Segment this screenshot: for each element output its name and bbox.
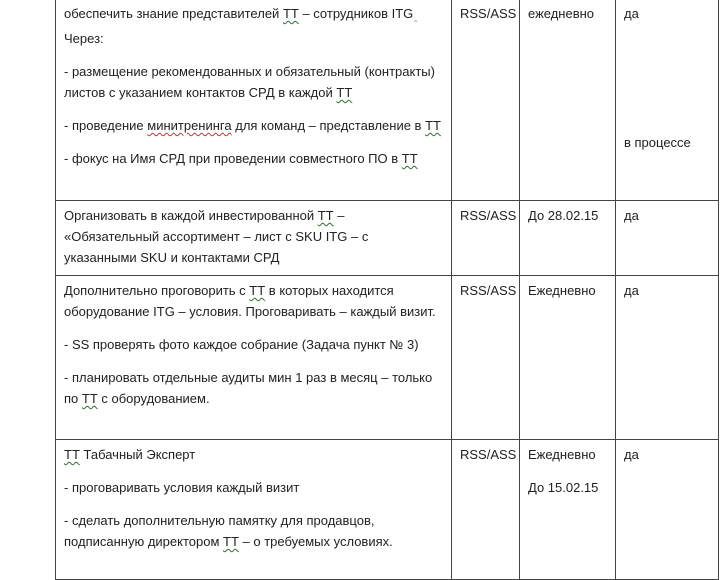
deadline-cell xyxy=(520,276,616,440)
task-text: Табачный Эксперт xyxy=(79,447,196,462)
task-text: для команд – представление в xyxy=(231,118,426,133)
misspelled-word: минитренинга xyxy=(147,118,232,133)
responsible-cell xyxy=(452,276,520,440)
task-paragraph xyxy=(64,115,443,136)
task-text: - проговаривать условия каждый визит xyxy=(64,480,300,495)
task-paragraph xyxy=(64,3,443,49)
responsible-cell xyxy=(452,0,520,201)
table-row xyxy=(56,440,719,580)
task-paragraph xyxy=(64,205,443,268)
action-plan-table xyxy=(55,0,719,580)
tt-abbrev: ТТ xyxy=(223,534,239,549)
status-text: да xyxy=(624,283,639,298)
tt-abbrev: ТТ xyxy=(317,208,334,223)
status-text: в процессе xyxy=(624,135,691,150)
deadline-text: ежедневно xyxy=(528,6,595,21)
task-cell xyxy=(56,201,452,276)
task-paragraph xyxy=(64,444,443,465)
task-paragraph xyxy=(64,477,443,498)
deadline-text: Ежедневно xyxy=(528,447,596,462)
responsible-text: RSS/ASS xyxy=(460,208,517,223)
task-paragraph xyxy=(64,280,443,322)
status-text: да xyxy=(624,6,639,21)
tt-abbrev: ТТ xyxy=(336,85,353,100)
responsible-text: RSS/ASS xyxy=(460,6,517,21)
deadline-text: До 15.02.15 xyxy=(528,480,599,495)
task-cell xyxy=(56,276,452,440)
task-paragraph xyxy=(64,61,443,103)
status-text: да xyxy=(624,208,639,223)
table-row xyxy=(56,276,719,440)
deadline-text: До 28.02.15 xyxy=(528,208,599,223)
task-paragraph xyxy=(64,334,443,355)
responsible-text: RSS/ASS xyxy=(460,447,517,462)
task-text: – сотрудников ITG xyxy=(298,6,414,21)
task-text: - проведение xyxy=(64,118,148,133)
format-mark: ˷ xyxy=(414,12,418,22)
status-text: да xyxy=(624,447,639,462)
task-cell xyxy=(56,440,452,580)
tt-abbrev: ТТ xyxy=(64,447,80,462)
task-paragraph xyxy=(64,510,443,552)
task-text: - SS проверять фото каждое собрание (Задача пункт № 3) xyxy=(64,337,419,352)
task-text: Через: xyxy=(64,31,104,46)
table-row xyxy=(56,201,719,276)
task-text: – «Обязательный ассортимент – лист с SKU ITG – с указанными SKU и контактами СРД xyxy=(64,208,369,265)
status-cell xyxy=(616,276,719,440)
tt-abbrev: ТТ xyxy=(81,391,98,406)
table-row xyxy=(56,0,719,201)
tt-abbrev: ТТ xyxy=(401,151,418,166)
deadline-text: Ежедневно xyxy=(528,283,596,298)
tt-abbrev: ТТ xyxy=(282,6,299,21)
status-cell xyxy=(616,0,719,201)
tt-abbrev: ТТ xyxy=(249,283,266,298)
task-text: – о требуемых условиях. xyxy=(238,534,393,549)
status-cell xyxy=(616,440,719,580)
task-paragraph xyxy=(64,367,443,409)
task-text: Дополнительно проговорить с xyxy=(64,283,250,298)
task-text: с оборудованием. xyxy=(97,391,210,406)
task-paragraph xyxy=(64,148,443,169)
deadline-cell xyxy=(520,201,616,276)
task-text: Организовать в каждой инвестированной xyxy=(64,208,318,223)
status-cell xyxy=(616,201,719,276)
responsible-text: RSS/ASS xyxy=(460,283,517,298)
task-text: в которых находится оборудование ITG – условия. Проговаривать – каждый визит. xyxy=(64,283,436,319)
task-text: - планировать отдельные аудиты мин 1 раз в месяц – только по xyxy=(64,370,433,406)
task-text: - размещение рекомендованных и обязательный (контракты) листов с указанием контактов СРД в каждой xyxy=(64,64,435,100)
responsible-cell xyxy=(452,201,520,276)
task-text: - сделать дополнительную памятку для продавцов, подписанную директором xyxy=(64,513,375,549)
deadline-cell xyxy=(520,0,616,201)
task-text: обеспечить знание представителей xyxy=(64,6,283,21)
responsible-cell xyxy=(452,440,520,580)
task-text: - фокус на Имя СРД при проведении совместного ПО в xyxy=(64,151,402,166)
task-cell xyxy=(56,0,452,201)
tt-abbrev: ТТ xyxy=(425,118,441,133)
deadline-cell xyxy=(520,440,616,580)
